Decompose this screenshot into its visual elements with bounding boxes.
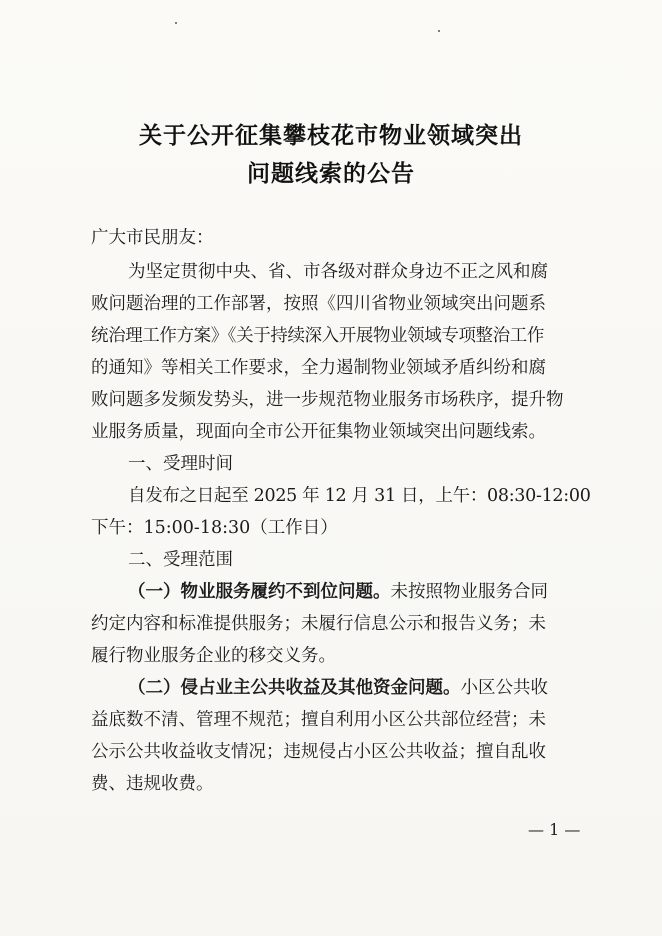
section2-heading: 二、受理范围 bbox=[128, 550, 233, 570]
intro-line-6: 业服务质量，现面向全市公开征集物业领域突出问题线索。 bbox=[91, 422, 546, 442]
item2-text-2: 益底数不清、管理不规范；擅自利用小区公共部位经营；未 bbox=[91, 710, 546, 730]
section1-time-line-2: 下午：15:00-18:30（工作日） bbox=[91, 518, 338, 538]
scan-speck bbox=[175, 22, 177, 24]
item2-first-line bbox=[128, 676, 548, 700]
item1-label: （一）物业服务履约不到位问题。 bbox=[128, 582, 391, 602]
salutation: 广大市民朋友： bbox=[91, 228, 214, 248]
item2-label: （二）侵占业主公共收益及其他资金问题。 bbox=[128, 678, 461, 698]
intro-line-3: 统治理工作方案》《关于持续深入开展物业领域专项整治工作 bbox=[91, 326, 544, 346]
item2-text-4: 费、违规收费。 bbox=[91, 774, 214, 794]
intro-line-5: 败问题多发频发势头，进一步规范物业服务市场秩序，提升物 bbox=[91, 390, 564, 410]
page-number: — 1 — bbox=[528, 820, 581, 839]
item1-text-1: 未按照物业服务合同 bbox=[390, 582, 548, 602]
section1-time-line-1: 自发布之日起至 2025 年 12 月 31 日，上午：08:30-12:00 bbox=[128, 486, 591, 506]
item1-text-2: 约定内容和标准提供服务；未履行信息公示和报告义务；未 bbox=[91, 614, 546, 634]
item1-first-line bbox=[128, 580, 548, 604]
intro-line-2: 败问题治理的工作部署，按照《四川省物业领域突出问题系 bbox=[91, 294, 546, 314]
intro-line-4: 的通知》等相关工作要求，全力遏制物业领域矛盾纠纷和腐 bbox=[91, 358, 546, 378]
document-title-line-2: 问题线索的公告 bbox=[247, 161, 415, 187]
intro-line-1: 为坚定贯彻中央、省、市各级对群众身边不正之风和腐 bbox=[128, 262, 548, 282]
scan-speck bbox=[438, 30, 440, 32]
item1-text-3: 履行物业服务企业的移交义务。 bbox=[91, 646, 336, 666]
item2-text-3: 公示公共收益收支情况；违规侵占小区公共收益；擅自乱收 bbox=[91, 742, 546, 762]
section1-heading: 一、受理时间 bbox=[128, 454, 233, 474]
document-title-line-1: 关于公开征集攀枝花市物业领域突出 bbox=[139, 123, 523, 149]
item2-text-1: 小区公共收 bbox=[460, 678, 548, 698]
